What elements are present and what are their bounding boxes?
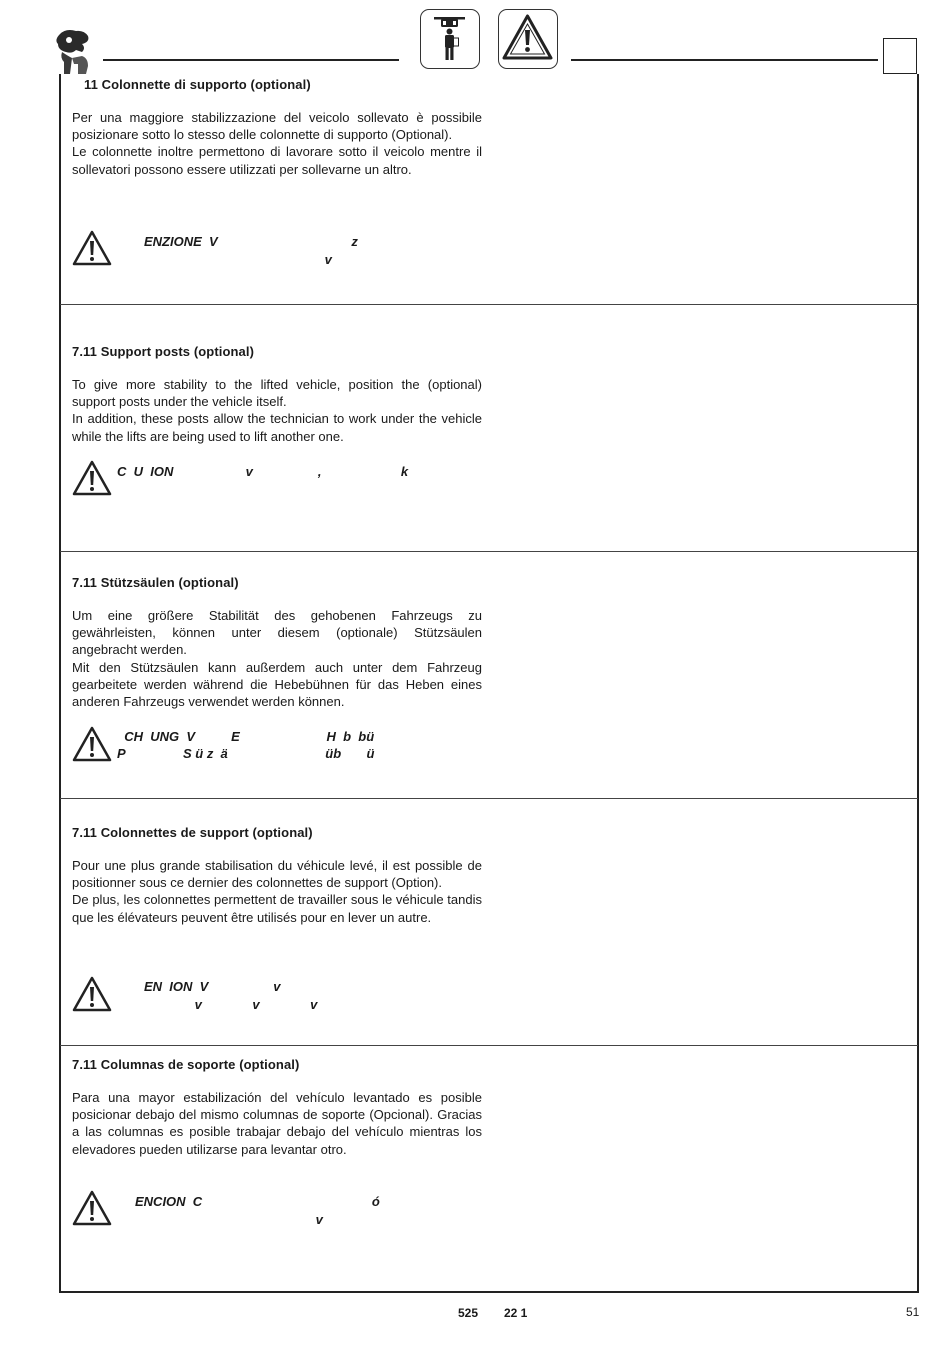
section-french (72, 825, 482, 926)
operator-under-lift-icon (420, 9, 480, 69)
section-heading: 7.11 Columnas de soporte (optional) (72, 1057, 300, 1072)
section-paragraph: Um eine größere Stabilität des gehobenen Fahrzeugs zu gewährleisten, können unter diesem (optionale) Stützsäulen angebracht werden. (72, 608, 482, 658)
header-rule-right (571, 59, 878, 61)
section-german (72, 575, 482, 710)
footer-revision: 22 1 (504, 1306, 528, 1320)
warning-text: ENZIONE V z (144, 234, 358, 249)
section-heading: 7.11 Stützsäulen (optional) (72, 575, 239, 590)
section-divider (60, 304, 918, 305)
frame-right (917, 74, 919, 1293)
warning-text: EN ION V v (144, 979, 281, 994)
page-number: 51 (906, 1305, 920, 1319)
warning-triangle-icon (72, 726, 112, 762)
section-paragraph: In addition, these posts allow the technician to work under the vehicle while the lifts are being used to lift another one. (72, 411, 482, 444)
section-paragraph: Le colonnette inoltre permettono di lavorare sotto il veicolo mentre il sollevatori possono essere utilizzati per sollevarne un altro. (72, 144, 482, 177)
section-paragraph: Pour une plus grande stabilisation du véhicule levé, il est possible de positionner sous ce dernier des colonnettes de support (Option). (72, 858, 482, 891)
section-heading: 7.11 Colonnettes de support (optional) (72, 825, 313, 840)
warning-text: P S ü z ä üb ü (117, 746, 375, 761)
header-rule-left (103, 59, 399, 61)
section-paragraph: De plus, les colonnettes permettent de travailler sous le véhicule tandis que les élévateurs peuvent être utilisés pour en lever un autre. (72, 892, 482, 925)
section-divider (60, 798, 918, 799)
section-divider (60, 551, 918, 552)
warning-text: C U ION v , k (117, 464, 409, 479)
section-divider (60, 1045, 918, 1046)
section-paragraph: Per una maggiore stabilizzazione del veicolo sollevato è possibile posizionare sotto lo stesso delle colonnette di supporto (Optional). (72, 110, 482, 143)
warning-text: v v v (144, 997, 318, 1012)
warning-text: CH UNG V E H b bü (117, 729, 375, 744)
section-english (72, 344, 482, 445)
warning-text: ENCION C ó (135, 1194, 380, 1209)
mechanic-logo-icon (52, 28, 96, 76)
warning-triangle-icon (498, 9, 558, 69)
section-spanish (72, 1057, 482, 1158)
section-paragraph: Mit den Stützsäulen kann außerdem auch unter dem Fahrzeug gearbeitete werden während die Hebebühnen für das Heben eines anderen Fahrzeugs verwendet werden können. (72, 659, 482, 710)
warning-triangle-icon (72, 230, 112, 266)
warning-text: v (135, 1212, 323, 1227)
footer-doc-code: 525 (458, 1306, 479, 1320)
chapter-marker-box (883, 38, 917, 74)
section-paragraph: Para una mayor estabilización del vehículo levantado es posible posicionar debajo del mismo columnas de soporte (Opcional). Gracias a las columnas es posible trabajar debajo del vehículo mientras los elevadores pueden utilizarse para levantar otro. (72, 1090, 482, 1157)
section-heading: 11 Colonnette di supporto (optional) (84, 77, 311, 92)
frame-bottom (59, 1291, 919, 1293)
warning-text: v (144, 252, 332, 267)
frame-left (59, 74, 61, 1293)
warning-triangle-icon (72, 1190, 112, 1226)
section-italian (72, 77, 482, 178)
section-paragraph: To give more stability to the lifted vehicle, position the (optional) support posts under the vehicle itself. (72, 377, 482, 410)
warning-triangle-icon (72, 976, 112, 1012)
warning-triangle-icon (72, 460, 112, 496)
section-heading: 7.11 Support posts (optional) (72, 344, 255, 359)
